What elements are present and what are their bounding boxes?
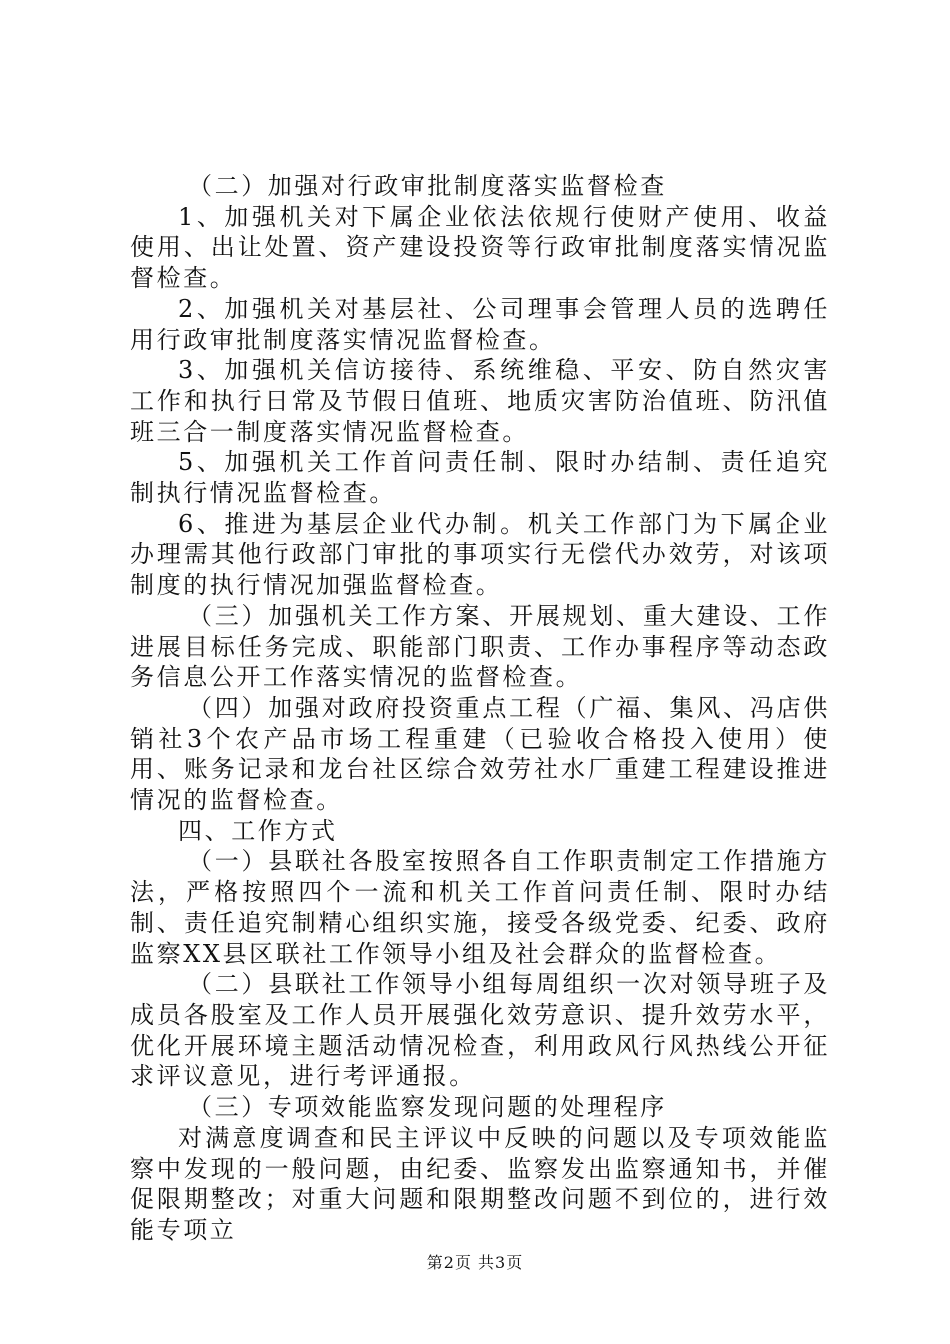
paragraph: （四）加强对政府投资重点工程（广福、集风、冯店供销社3个农产品市场工程重建（已验收合格投入使用）使用、账务记录和龙台社区综合效劳社水厂重建工程建设推进情况的监督检查。 — [130, 693, 830, 815]
paragraph: 6、推进为基层企业代办制。机关工作部门为下属企业办理需其他行政部门审批的事项实行无偿代办效劳，对该项制度的执行情况加强监督检查。 — [130, 509, 830, 600]
paragraph: （二）加强对行政审批制度落实监督检查 — [188, 172, 667, 200]
paragraph: （二）县联社工作领导小组每周组织一次对领导班子及成员各股室及工作人员开展强化效劳意识、提升效劳水平，优化开展环境主题活动情况检查，利用政风行风热线公开征求评议意见，进行考评通报。 — [130, 970, 830, 1091]
paragraph: 5、加强机关工作首问责任制、限时办结制、责任追究制执行情况监督检查。 — [130, 448, 830, 508]
paragraph: （一）县联社各股室按照各自工作职责制定工作措施方法，严格按照四个一流和机关工作首问责任制、限时办结制、责任追究制精心组织实施，接受各级党委、纪委、政府监察XX县区联社工作领导小组及社会群众的监督检查。 — [130, 847, 830, 968]
section-heading: 四、工作方式 — [178, 816, 338, 845]
paragraph: 2、加强机关对基层社、公司理事会管理人员的选聘任用行政审批制度落实情况监督检查。 — [130, 294, 830, 354]
paragraph: 3、加强机关信访接待、系统维稳、平安、防自然灾害工作和执行日常及节假日值班、地质灾害防治值班、防汛值班三合一制度落实情况监督检查。 — [130, 356, 830, 446]
paragraph: （三）加强机关工作方案、开展规划、重大建设、工作进展目标任务完成、职能部门职责、工作办事程序等动态政务信息公开工作落实情况的监督检查。 — [130, 601, 830, 692]
document-body — [130, 171, 830, 1246]
paragraph: 对满意度调查和民主评议中反映的问题以及专项效能监察中发现的一般问题，由纪委、监察发出监察通知书，并催促限期整改；对重大问题和限期整改问题不到位的，进行效能专项立 — [130, 1123, 830, 1244]
page-footer: 第2页 共3页 — [426, 1253, 524, 1272]
paragraph: （三）专项效能监察发现问题的处理程序 — [188, 1093, 667, 1122]
paragraph: 1、加强机关对下属企业依法依规行使财产使用、收益使用、出让处置、资产建设投资等行政审批制度落实情况监督检查。 — [130, 202, 830, 293]
